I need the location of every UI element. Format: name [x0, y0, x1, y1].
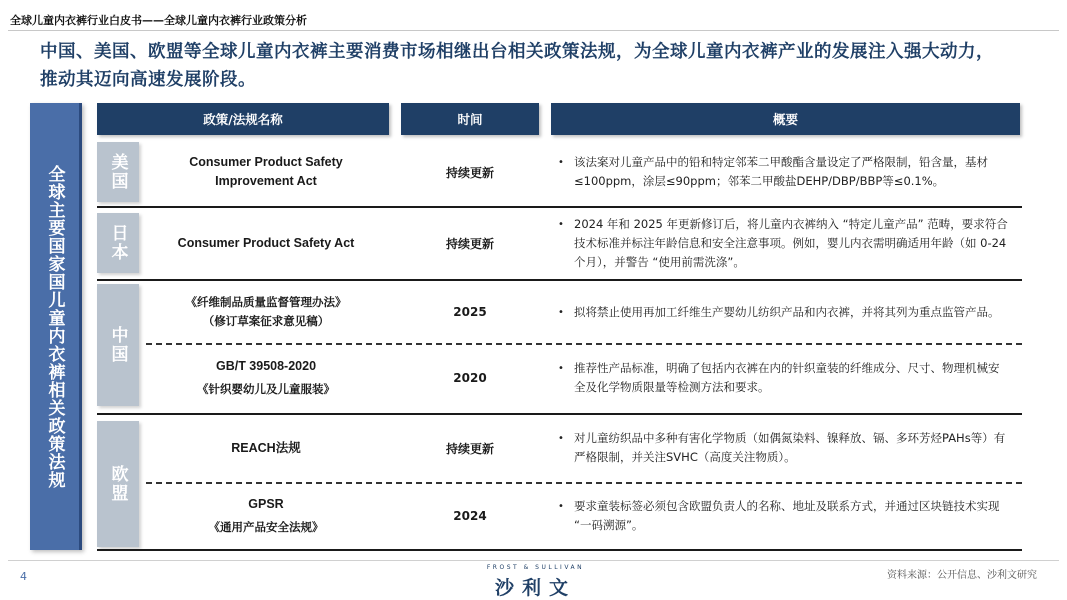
column-header-time: 时间 — [401, 103, 539, 135]
region-label: 中国 — [107, 326, 128, 364]
policy-name-line1: Consumer Product Safety — [189, 155, 343, 169]
policy-summary-cell — [558, 486, 1008, 546]
row-divider — [97, 413, 1022, 415]
column-header-summary: 概要 — [551, 103, 1020, 135]
source-note: 资料来源：公开信息、沙利文研究 — [887, 570, 1037, 581]
brand-logo-subtitle: FROST & SULLIVAN — [486, 564, 585, 571]
bullet-icon: • — [558, 501, 564, 512]
policy-name-line1: 《纤维制品质量监督管理办法》 — [185, 295, 347, 309]
policy-time: 2025 — [453, 305, 487, 319]
policy-summary: 要求童装标签必须包含欧盟负责人的名称、地址及联系方式，并通过区块链技术实现 “一码溯源”。 — [574, 499, 1000, 532]
row-divider-dashed — [146, 343, 1022, 345]
row-divider-dashed — [146, 482, 1022, 484]
bullet-icon: • — [558, 157, 564, 168]
brand-logo: 沙利文 — [494, 577, 576, 599]
policy-time: 2024 — [453, 509, 487, 523]
policy-summary-cell — [558, 210, 1008, 276]
side-label-panel — [30, 103, 82, 550]
policy-name-cell — [146, 417, 386, 479]
region-usa — [97, 142, 139, 202]
bullet-icon: • — [558, 306, 564, 318]
policy-time: 持续更新 — [445, 165, 494, 180]
policy-name-cell — [146, 210, 386, 276]
bullet-icon: • — [558, 363, 564, 374]
policy-summary: 2024 年和 2025 年更新修订后，将儿童内衣裤纳入 “特定儿童产品” 范畴，要求符合技术标准并标注年龄信息和安全注意事项。例如，婴儿内衣需明确适用年龄（如 0-24 个月），并警告 “使用前需洗涤”。 — [574, 216, 1008, 269]
policy-name-line1: REACH法规 — [231, 440, 301, 455]
region-label: 美国 — [107, 153, 128, 191]
policy-time: 持续更新 — [445, 236, 494, 251]
region-label: 日本 — [107, 224, 128, 262]
page-headline: 中国、美国、欧盟等全球儿童内衣裤主要消费市场相继出台相关政策法规，为全球儿童内衣裤产业的发展注入强大动力，推动其迈向高速发展阶段。 — [40, 42, 994, 90]
policy-name-cell — [146, 140, 386, 204]
policy-name-line1: GPSR — [248, 497, 284, 511]
policy-name-cell — [146, 486, 386, 546]
column-header-name: 政策/法规名称 — [97, 103, 389, 135]
policy-time: 2020 — [453, 371, 487, 385]
policy-summary-cell — [558, 347, 1008, 409]
page-number: 4 — [20, 570, 27, 583]
policy-summary: 拟将禁止使用再加工纤维生产婴幼儿纺织产品和内衣裤，并将其列为重点监管产品。 — [574, 304, 1000, 319]
policy-summary-cell — [558, 283, 1008, 341]
policy-summary-cell — [558, 140, 1008, 204]
bullet-icon: • — [558, 218, 564, 230]
header-divider — [8, 30, 1059, 31]
region-china — [97, 284, 139, 406]
document-header: 全球儿童内衣裤行业白皮书——全球儿童内衣裤行业政策分析 — [10, 14, 307, 27]
policy-name-cell — [146, 347, 386, 409]
policy-name-line1: GB/T 39508-2020 — [215, 359, 317, 373]
table-bottom-border — [97, 549, 1022, 551]
policy-time: 持续更新 — [445, 441, 494, 456]
policy-name-line2: 《针织婴幼儿及儿童服装》 — [197, 382, 335, 396]
policy-summary: 该法案对儿童产品中的铅和特定邻苯二甲酸酯含量设定了严格限制，铅含量，基材≤100ppm，涂层≤90ppm；邻苯二甲酸盐DEHP/DBP/BBP等≤0.1%。 — [574, 155, 988, 188]
policy-name-line2: （修订草案征求意见稿） — [202, 314, 330, 328]
bullet-icon: • — [558, 433, 564, 444]
side-label-text: 全球主要国家国儿童内衣裤相关政策法规 — [44, 164, 65, 489]
row-divider — [97, 279, 1022, 281]
policy-summary: 推荐性产品标准，明确了包括内衣裤在内的针织童装的纤维成分、尺寸、物理机械安全及化学物质限量等检测方法和要求。 — [574, 361, 1000, 394]
region-japan — [97, 213, 139, 273]
policy-name-line2: 《通用产品安全法规》 — [208, 520, 324, 534]
policy-name-line1: Consumer Product Safety Act — [177, 235, 355, 250]
footer-divider — [8, 560, 1059, 561]
policy-name-cell — [146, 283, 386, 341]
policy-summary: 对儿童纺织品中多种有害化学物质（如偶氮染料、镍释放、镉、多环芳烃PAHs等）有严格限制，并关注SVHC（高度关注物质）。 — [574, 431, 1006, 464]
policy-summary-cell — [558, 417, 1008, 479]
row-divider — [97, 206, 1022, 208]
policy-name-line2: Improvement Act — [215, 174, 317, 188]
region-label: 欧盟 — [107, 465, 128, 503]
region-eu — [97, 421, 139, 547]
